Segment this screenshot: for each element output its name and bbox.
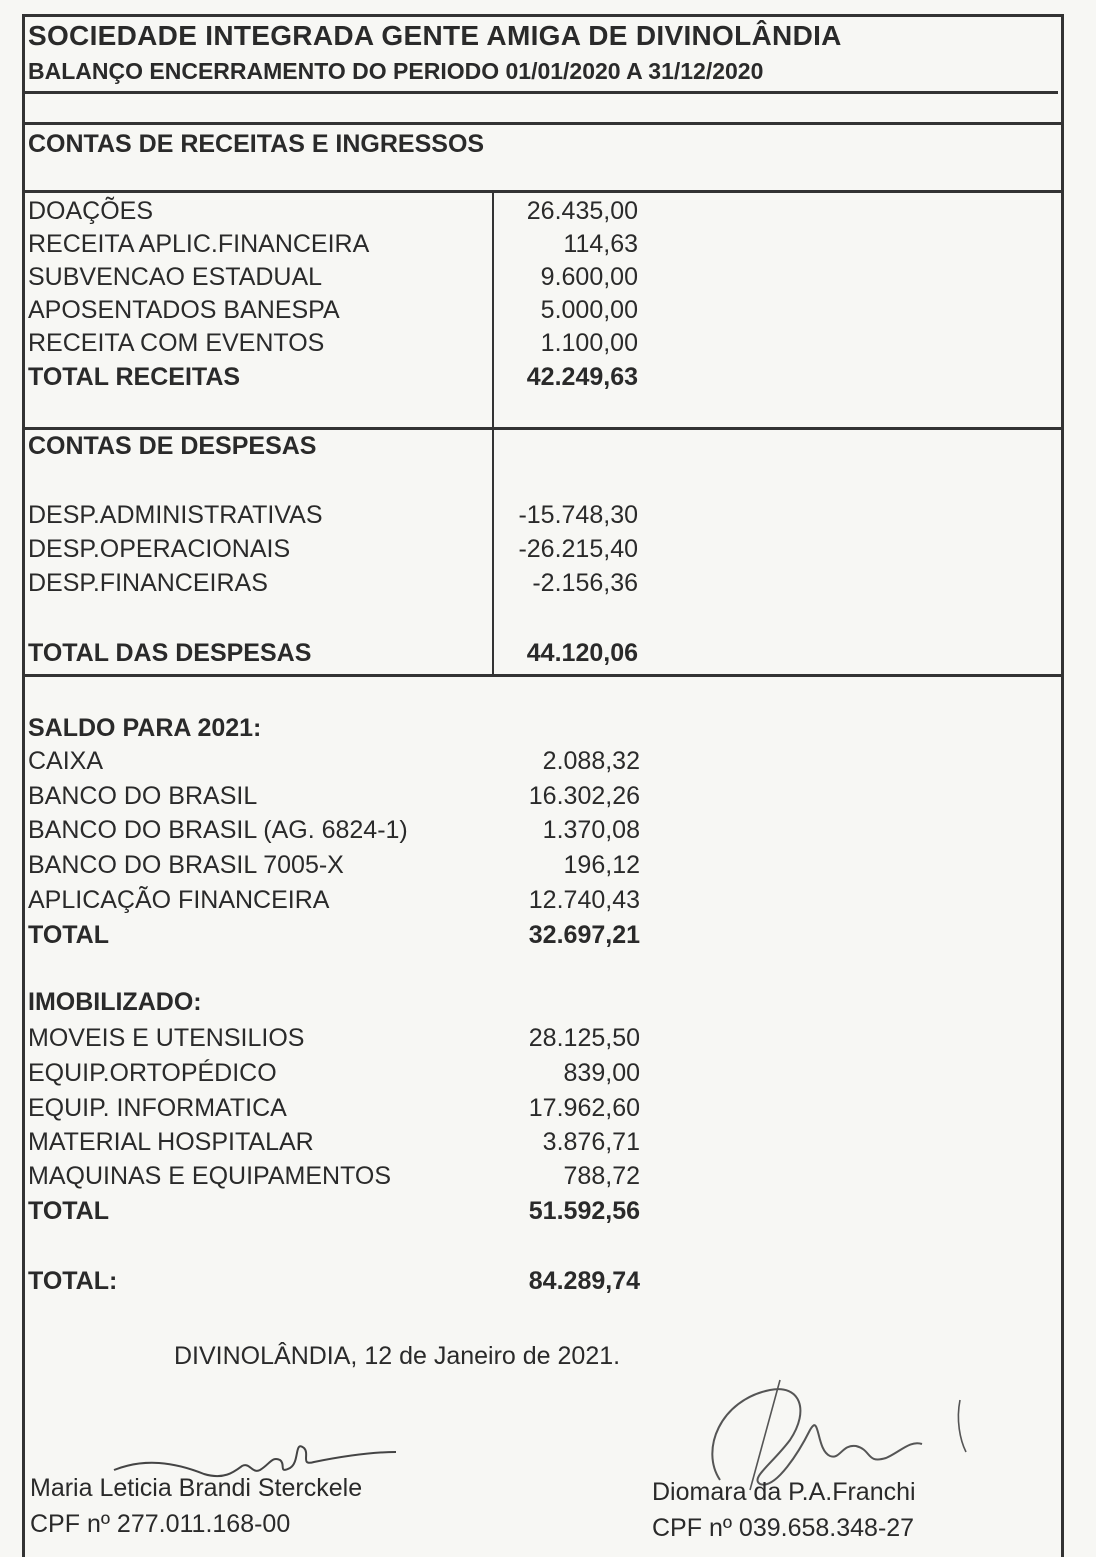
document-title: SOCIEDADE INTEGRADA GENTE AMIGA DE DIVINOLÂNDIA xyxy=(28,20,842,51)
receita-value: 26.435,00 xyxy=(526,197,638,225)
despesa-value: -26.215,40 xyxy=(518,535,638,563)
despesa-label: DESP.OPERACIONAIS xyxy=(28,535,291,563)
saldo-value: 1.370,08 xyxy=(542,816,640,844)
receita-label: DOAÇÕES xyxy=(28,197,154,225)
total-despesas-value: 44.120,06 xyxy=(526,639,638,667)
document-header xyxy=(22,14,1058,94)
grand-total-value: 84.289,74 xyxy=(528,1267,640,1295)
saldo-value: 2.088,32 xyxy=(542,747,640,775)
saldo-label: APLICAÇÃO FINANCEIRA xyxy=(28,886,330,914)
receita-value: 114,63 xyxy=(563,230,638,258)
date-line: DIVINOLÂNDIA, 12 de Janeiro de 2021. xyxy=(174,1342,621,1370)
grand-total-label: TOTAL: xyxy=(28,1267,118,1295)
receita-label: RECEITA COM EVENTOS xyxy=(28,329,325,357)
receita-label: APOSENTADOS BANESPA xyxy=(28,296,340,324)
imobilizado-heading: IMOBILIZADO: xyxy=(28,988,202,1016)
imobilizado-value: 3.876,71 xyxy=(542,1128,640,1156)
imobilizado-value: 28.125,50 xyxy=(528,1024,640,1052)
despesa-label: DESP.FINANCEIRAS xyxy=(28,569,268,597)
receita-value: 1.100,00 xyxy=(540,329,638,357)
saldo-value: 12.740,43 xyxy=(528,886,640,914)
despesas-heading: CONTAS DE DESPESAS xyxy=(28,432,317,460)
imobilizado-value: 17.962,60 xyxy=(528,1094,640,1122)
column-divider xyxy=(492,192,494,674)
receita-value: 9.600,00 xyxy=(540,263,638,291)
signatory-right-name: Diomara da P.A.Franchi xyxy=(652,1478,916,1506)
despesa-label: DESP.ADMINISTRATIVAS xyxy=(28,501,323,529)
imobilizado-total-value: 51.592,56 xyxy=(528,1197,640,1225)
despesa-value: -15.748,30 xyxy=(518,501,638,529)
saldo-label: BANCO DO BRASIL xyxy=(28,782,258,810)
imobilizado-label: MOVEIS E UTENSILIOS xyxy=(28,1024,305,1052)
imobilizado-label: EQUIP.ORTOPÉDICO xyxy=(28,1059,277,1087)
signatory-left-cpf: CPF nº 277.011.168-00 xyxy=(30,1510,291,1538)
saldo-total-value: 32.697,21 xyxy=(528,921,640,949)
saldo-label: BANCO DO BRASIL 7005-X xyxy=(28,851,344,879)
imobilizado-label: MATERIAL HOSPITALAR xyxy=(28,1128,314,1156)
saldo-value: 16.302,26 xyxy=(528,782,640,810)
rule-despesas xyxy=(22,427,1061,430)
receita-value: 5.000,00 xyxy=(540,296,638,324)
imobilizado-value: 839,00 xyxy=(563,1059,640,1087)
total-despesas-label: TOTAL DAS DESPESAS xyxy=(28,639,312,667)
rule-top xyxy=(22,122,1061,125)
saldo-total-label: TOTAL xyxy=(28,921,110,949)
saldo-label: BANCO DO BRASIL (AG. 6824-1) xyxy=(28,816,408,844)
signatory-left-name: Maria Leticia Brandi Sterckele xyxy=(30,1474,363,1502)
total-receitas-label: TOTAL RECEITAS xyxy=(28,363,241,391)
signatory-right-cpf: CPF nº 039.658.348-27 xyxy=(652,1514,915,1542)
imobilizado-value: 788,72 xyxy=(563,1162,640,1190)
saldo-value: 196,12 xyxy=(563,851,640,879)
rule-receitas xyxy=(22,190,1061,193)
imobilizado-label: MAQUINAS E EQUIPAMENTOS xyxy=(28,1162,392,1190)
document-subtitle: BALANÇO ENCERRAMENTO DO PERIODO 01/01/2020 A 31/12/2020 xyxy=(28,58,764,84)
saldo-label: CAIXA xyxy=(28,747,104,775)
imobilizado-label: EQUIP. INFORMATICA xyxy=(28,1094,287,1122)
receita-label: SUBVENCAO ESTADUAL xyxy=(28,263,323,291)
imobilizado-total-label: TOTAL xyxy=(28,1197,110,1225)
saldo-heading: SALDO PARA 2021: xyxy=(28,714,262,742)
receita-label: RECEITA APLIC.FINANCEIRA xyxy=(28,230,370,258)
receitas-heading: CONTAS DE RECEITAS E INGRESSOS xyxy=(28,130,485,158)
total-receitas-value: 42.249,63 xyxy=(526,363,638,391)
rule-saldo xyxy=(22,674,1061,677)
despesa-value: -2.156,36 xyxy=(532,569,638,597)
